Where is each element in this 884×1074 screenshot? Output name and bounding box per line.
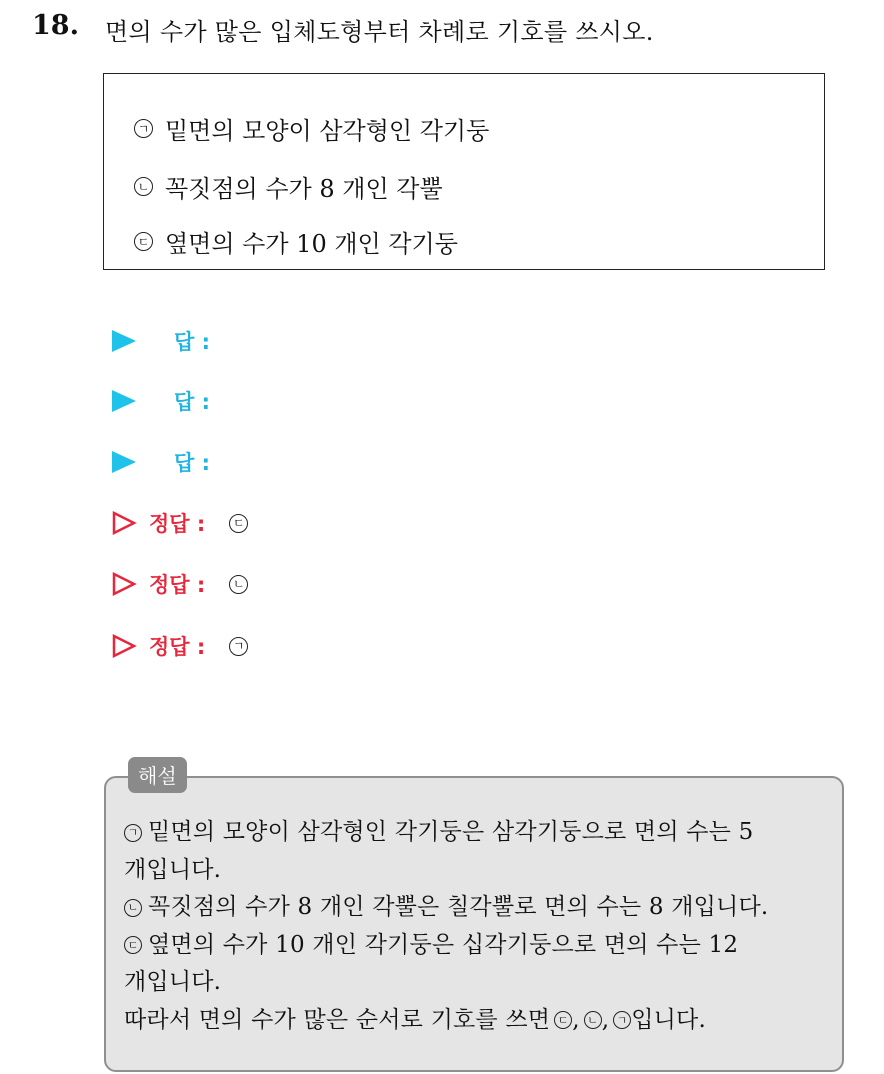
choice-item xyxy=(134,224,458,259)
explanation-line-text: 입니다. xyxy=(631,1006,706,1033)
explanation-line xyxy=(124,852,832,890)
circled-digeut-icon: ㄷ xyxy=(124,936,142,954)
outline-triangle-icon xyxy=(111,633,137,659)
explanation-line-text: 개입니다. xyxy=(124,969,222,995)
choice-text: 밑면의 모양이 삼각형인 각기둥 xyxy=(165,117,490,145)
question-text: 면의 수가 많은 입체도형부터 차례로 기호를 쓰시오. xyxy=(105,18,654,46)
correct-answer-row xyxy=(111,569,260,599)
correct-answer-row xyxy=(111,631,260,661)
choice-text: 꼭짓점의 수가 8 개인 각뿔 xyxy=(165,175,443,203)
choice-text: 옆면의 수가 10 개인 각기둥 xyxy=(165,230,458,258)
answer-blank-row[interactable] xyxy=(112,386,210,416)
question-number: 18. xyxy=(32,10,79,41)
circled-nieun-icon: ㄴ xyxy=(584,1011,602,1029)
circled-digeut-icon: ㄷ xyxy=(134,232,153,251)
circled-digeut-icon: ㄷ xyxy=(554,1011,572,1029)
circled-nieun-icon: ㄴ xyxy=(134,177,153,196)
choice-item xyxy=(134,169,443,204)
correct-answer-label: 정답 : xyxy=(149,512,206,536)
explanation-text xyxy=(124,814,832,1039)
explanation-line xyxy=(124,889,832,927)
comma-separator: , xyxy=(572,1006,580,1033)
answer-label: 답 : xyxy=(174,330,210,354)
explanation-line xyxy=(124,1002,832,1040)
explanation-line-text: 따라서 면의 수가 많은 순서로 기호를 쓰면 xyxy=(124,1006,551,1033)
answer-label: 답 : xyxy=(174,390,210,414)
choice-item xyxy=(134,111,489,146)
play-triangle-icon xyxy=(112,390,136,412)
outline-triangle-icon xyxy=(111,510,137,536)
comma-separator: , xyxy=(601,1006,610,1033)
correct-answer-row xyxy=(111,508,260,538)
correct-answer-label: 정답 : xyxy=(149,635,206,659)
explanation-tag: 해설 xyxy=(128,757,187,793)
explanation-line-text: 옆면의 수가 10 개인 각기둥은 십각기둥으로 면의 수는 12 xyxy=(148,931,739,958)
explanation-line xyxy=(124,927,832,965)
circled-nieun-icon: ㄴ xyxy=(124,899,142,917)
circled-digeut-icon: ㄷ xyxy=(229,514,248,533)
explanation-line-text: 꼭짓점의 수가 8 개인 각뿔은 칠각뿔로 면의 수는 8 개입니다. xyxy=(148,894,769,920)
circled-giyeok-icon: ㄱ xyxy=(124,824,142,842)
circled-giyeok-icon: ㄱ xyxy=(613,1011,631,1029)
answer-blank-row[interactable] xyxy=(112,326,210,356)
explanation-line xyxy=(124,964,832,1002)
circled-nieun-icon: ㄴ xyxy=(229,575,248,594)
answer-label: 답 : xyxy=(174,451,210,475)
explanation-line-text: 개입니다. xyxy=(124,856,222,883)
explanation-line xyxy=(124,814,832,852)
play-triangle-icon xyxy=(112,330,136,352)
outline-triangle-icon xyxy=(111,571,137,597)
answer-blank-row[interactable] xyxy=(112,447,210,477)
choice-box xyxy=(103,73,825,270)
circled-giyeok-icon: ㄱ xyxy=(134,119,153,138)
correct-answer-label: 정답 : xyxy=(149,573,206,597)
circled-giyeok-icon: ㄱ xyxy=(229,637,248,656)
explanation-line-text: 밑면의 모양이 삼각형인 각기둥은 삼각기둥으로 면의 수는 5 xyxy=(148,819,754,845)
play-triangle-icon xyxy=(112,451,136,473)
